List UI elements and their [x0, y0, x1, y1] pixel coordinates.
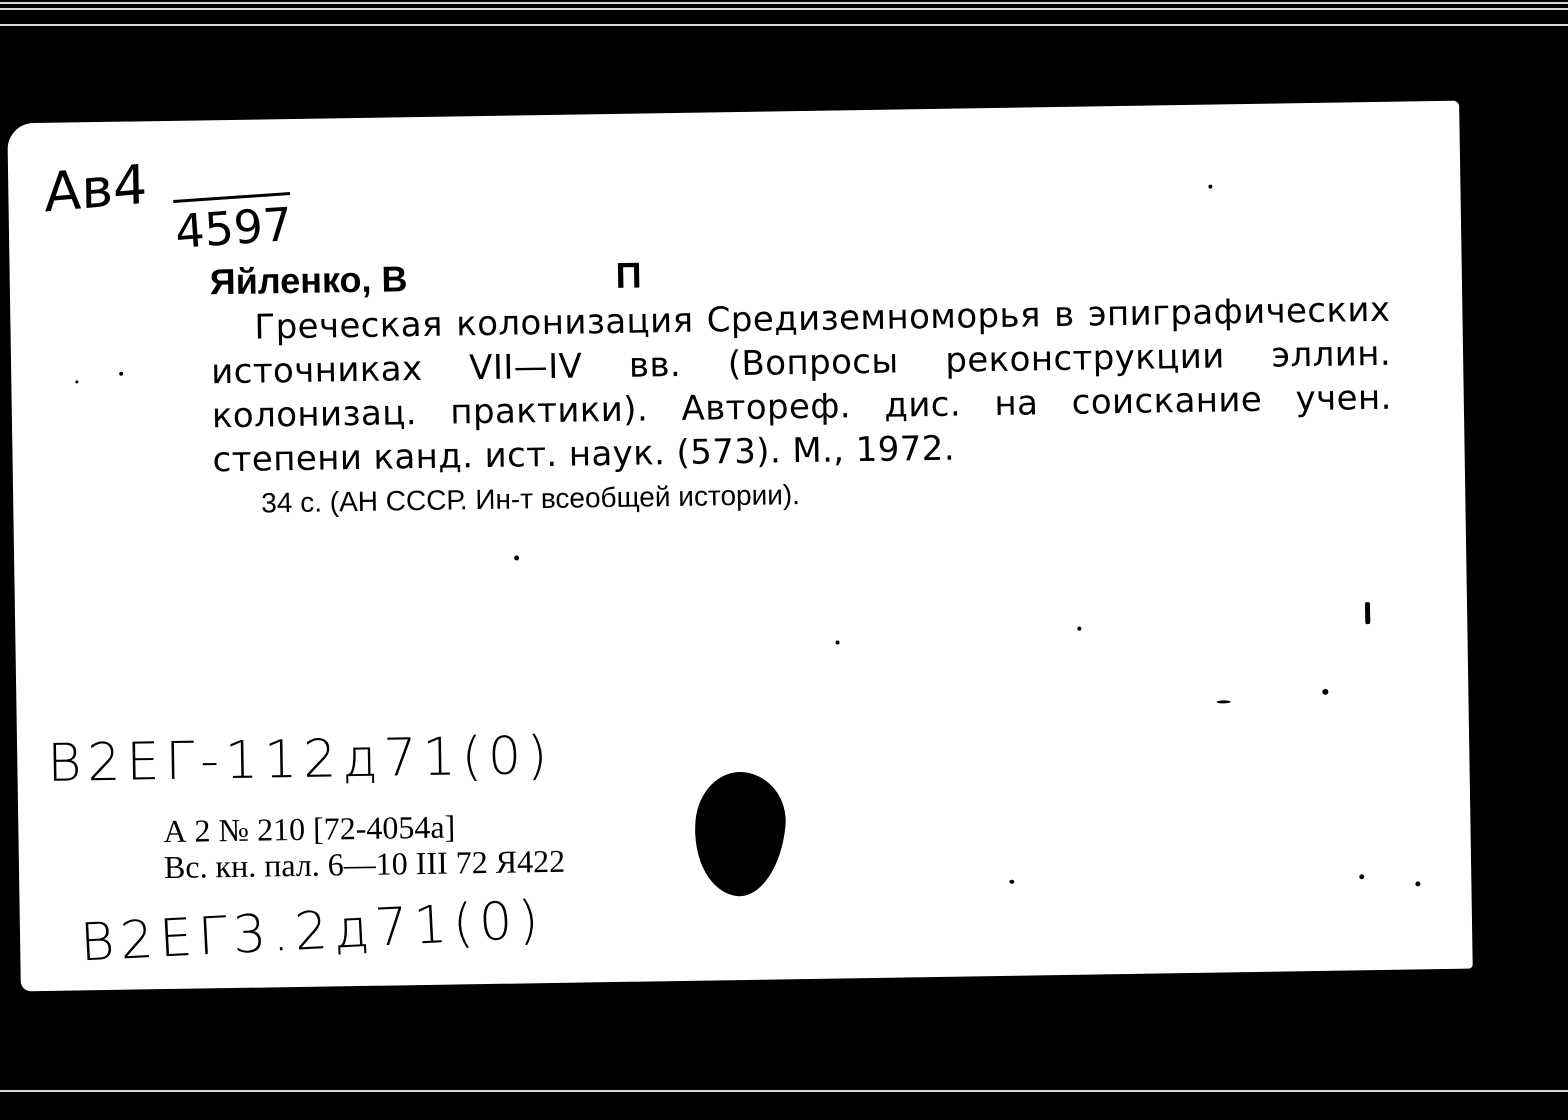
classification-code-2: В2ЕГ3.2д71(0)	[78, 890, 546, 974]
scan-speck	[1322, 689, 1328, 695]
scan-speck	[1359, 874, 1364, 879]
bibliographic-entry	[209, 242, 1393, 525]
shelf-mark-number: 4597	[173, 192, 294, 255]
punch-hole	[689, 768, 790, 900]
printing-imprint	[163, 807, 565, 885]
scan-speck	[1415, 881, 1420, 886]
scan-speck	[1216, 700, 1230, 703]
scan-edge-line-top-3	[0, 24, 1568, 26]
scan-speck	[1365, 602, 1370, 624]
pagination-note: 34 с. (АН СССР. Ин-т всеобщей истории).	[261, 479, 801, 519]
scan-speck	[1077, 627, 1081, 631]
imprint-line-2: Вс. кн. пал. 6—10 III 72 Я422	[163, 842, 566, 886]
scan-speck	[835, 640, 839, 644]
scan-speck	[1009, 880, 1014, 884]
scan-edge-line-top	[0, 2, 1568, 4]
scan-speck	[119, 372, 123, 376]
scan-speck	[514, 555, 519, 560]
scan-edge-line-bottom	[0, 1090, 1568, 1092]
catalog-card	[7, 101, 1472, 992]
scan-speck	[1208, 185, 1212, 189]
author-surname: Яйленко, В	[209, 258, 408, 303]
entry-description: Греческая колонизация Средиземноморья в эпиграфических источниках VII—IV вв. (Вопросы реконструкции эллин. колонизац. практики). Автореф. дис. на соискание учен. степени канд. ист. наук. (573). М., 1972.	[210, 289, 1393, 481]
author-initial: П	[615, 254, 642, 296]
imprint-line-1: А 2 № 210 [72-4054а]	[163, 808, 456, 850]
scan-edge-line-top-2	[0, 8, 1568, 10]
classification-code-1: В2ЕГ-112д71(0)	[46, 725, 554, 794]
shelf-mark-prefix: Ав4	[43, 152, 148, 225]
scan-speck	[75, 380, 78, 383]
